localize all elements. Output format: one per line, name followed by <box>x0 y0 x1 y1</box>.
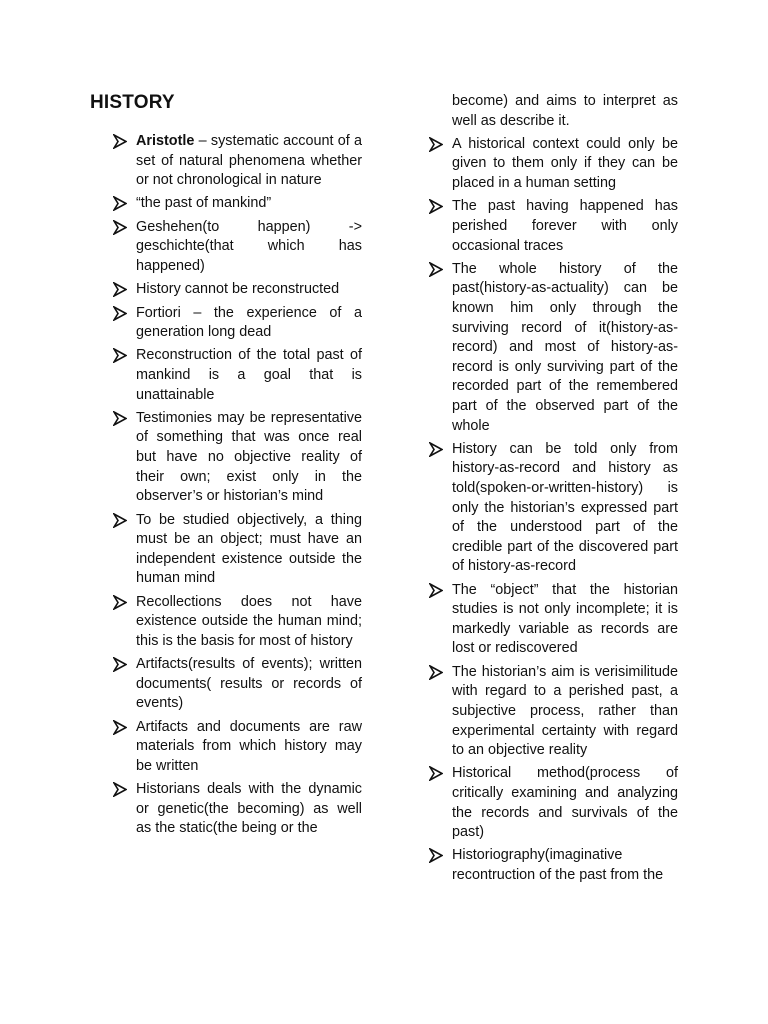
bullet-text: The whole history of the past(history-as-actuality) can be known him only through the surviving record of it(history-as-record) and most of history-as-record is only surviving part of the recorded part of the remembered part of the observed part of the whole <box>452 260 678 434</box>
arrowhead-bullet-icon <box>113 348 127 363</box>
bullet-item <box>113 218 362 277</box>
bullet-text: History can be told only from history-as-record and history as told(spoken-or-written-history) is only the historian’s expressed part of the understood part of the credible part of the discovered part of history-as-record <box>452 440 678 575</box>
bullet-text: Fortiori – the experience of a generation long dead <box>136 304 362 341</box>
bullet-item <box>429 846 678 885</box>
bullet-item <box>113 409 362 507</box>
bullet-item <box>113 194 362 214</box>
bullet-text: Recollections does not have existence outside the human mind; this is the basis for most of history <box>136 593 362 649</box>
bullet-text: Geshehen(to happen) -> geschichte(that which has happened) <box>136 218 362 274</box>
bullet-item <box>429 663 678 761</box>
bullet-item <box>113 346 362 405</box>
bullet-text: History cannot be reconstructed <box>136 281 340 298</box>
arrowhead-bullet-icon <box>113 720 127 735</box>
page-title: HISTORY <box>90 92 175 113</box>
left-column <box>113 132 362 842</box>
bullet-item <box>113 780 362 839</box>
bullet-text: – systematic account of a set of natural phenomena whether or not chronological in nature <box>136 133 362 189</box>
continued-text: become) and aims to interpret as well as describe it. <box>452 93 678 129</box>
arrowhead-bullet-icon <box>429 137 443 152</box>
arrowhead-bullet-icon <box>429 766 443 781</box>
left-bullet-list <box>113 132 362 839</box>
bullet-item <box>429 581 678 659</box>
arrowhead-bullet-icon <box>429 442 443 457</box>
arrowhead-bullet-icon <box>113 513 127 528</box>
bullet-text: Reconstruction of the total past of mankind is a goal that is unattainable <box>136 347 362 403</box>
arrowhead-bullet-icon <box>429 665 443 680</box>
arrowhead-bullet-icon <box>429 848 443 863</box>
arrowhead-bullet-icon <box>113 196 127 211</box>
arrowhead-bullet-icon <box>113 134 127 149</box>
bullet-text: Historians deals with the dynamic or genetic(the becoming) as well as the static(the being or the <box>136 780 362 837</box>
bullet-item <box>113 655 362 714</box>
arrowhead-bullet-icon <box>429 583 443 598</box>
bullet-item <box>429 440 678 577</box>
bullet-text: Historiography(imaginative recontruction of the past from the <box>452 847 664 884</box>
bullet-item <box>429 764 678 842</box>
bullet-item <box>113 280 362 300</box>
bullet-item <box>113 511 362 589</box>
arrowhead-bullet-icon <box>113 411 127 426</box>
arrowhead-bullet-icon <box>113 220 127 235</box>
bullet-text: The historian’s aim is verisimilitude with regard to a perished past, a subjective process, rather than experimental certainty with regard to an objective reality <box>452 663 678 759</box>
bullet-lead-term: Aristotle <box>136 133 195 149</box>
bullet-item <box>429 135 678 194</box>
bullet-text: “the past of mankind” <box>136 195 272 212</box>
bullet-text: Historical method(process of critically examining and analyzing the records and survivals of the past) <box>452 765 678 841</box>
bullet-item <box>429 260 678 436</box>
right-column <box>429 92 678 889</box>
bullet-text: The past having happened has perished forever with only occasional traces <box>452 198 678 254</box>
bullet-item <box>113 132 362 191</box>
arrowhead-bullet-icon <box>113 306 127 321</box>
bullet-item <box>113 593 362 652</box>
bullet-item <box>113 718 362 777</box>
arrowhead-bullet-icon <box>113 657 127 672</box>
bullet-text: Testimonies may be representative of something that was once real but have no objective reality of their own; exist only in the observer’s or historian’s mind <box>136 409 362 505</box>
arrowhead-bullet-icon <box>429 262 443 277</box>
bullet-text: To be studied objectively, a thing must be an object; must have an independent existence outside the human mind <box>136 511 362 587</box>
bullet-text: Artifacts and documents are raw materials from which history may be written <box>136 718 362 774</box>
bullet-text: Artifacts(results of events); written documents( results or records of events) <box>136 656 362 712</box>
arrowhead-bullet-icon <box>113 282 127 297</box>
arrowhead-bullet-icon <box>113 782 127 797</box>
arrowhead-bullet-icon <box>429 199 443 214</box>
bullet-text: A historical context could only be given to them only if they can be placed in a human setting <box>452 135 678 192</box>
bullet-item <box>113 304 362 343</box>
bullet-text: The “object” that the historian studies is not only incomplete; it is markedly variable as records are lost or rediscovered <box>452 581 678 657</box>
bullet-item <box>429 197 678 256</box>
right-bullet-list <box>429 135 678 886</box>
arrowhead-bullet-icon <box>113 595 127 610</box>
